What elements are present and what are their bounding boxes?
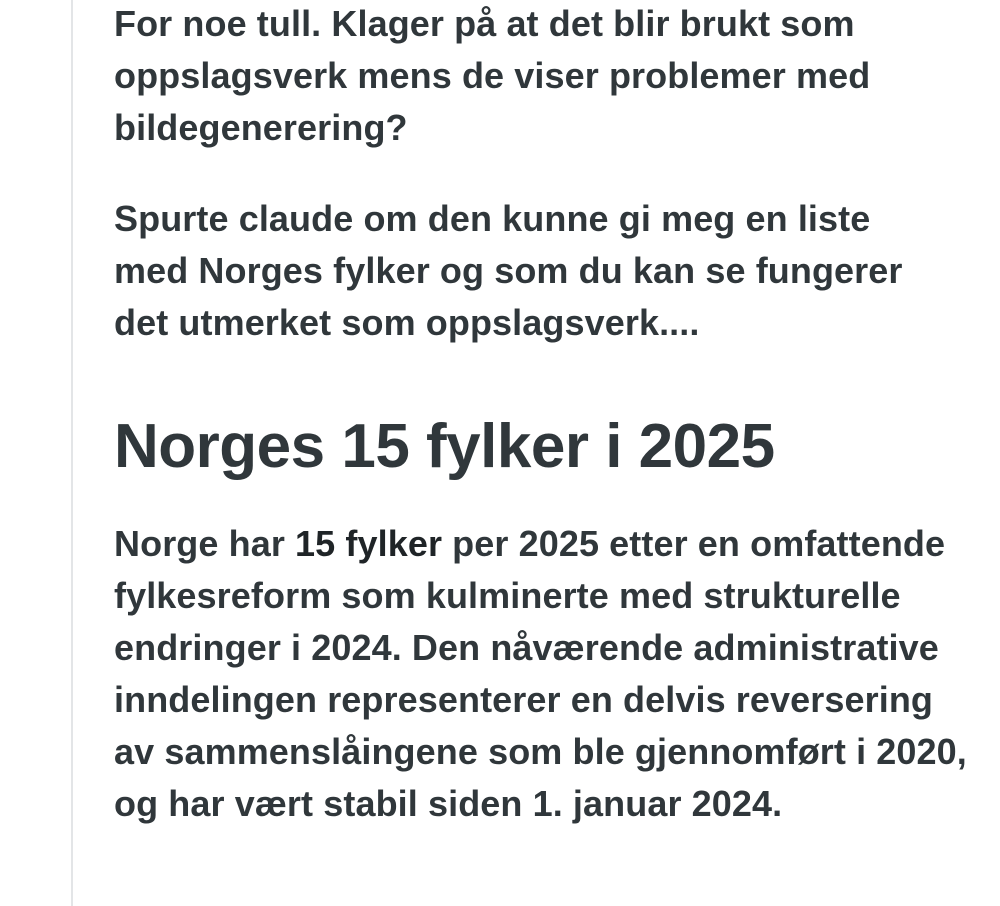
quote-left-border [71,0,73,906]
paragraph-fylker-lead: Norge har [114,523,296,564]
paragraph-fylker [114,518,974,830]
section-heading: Norges 15 fylker i 2025 [114,412,775,481]
paragraph-intro: For noe tull. Klager på at det blir brukt som oppslagsverk mens de viser problemer med bildegenerering? [114,3,871,148]
paragraph-fylker-rest: per 2025 etter en omfattende fylkesreform som kulminerte med strukturelle endringer i 2024. Den nåværende administrative inndelingen representerer en delvis reversering av sammenslåingene som ble gjennomført i 2020, og har vært stabil siden 1. januar 2024. [114,523,967,824]
paragraph-fylker-bold: 15 fylker [295,523,443,564]
paragraph-question: Spurte claude om den kunne gi meg en liste med Norges fylker og som du kan se fungerer det utmerket som oppslagsverk.... [114,198,903,343]
